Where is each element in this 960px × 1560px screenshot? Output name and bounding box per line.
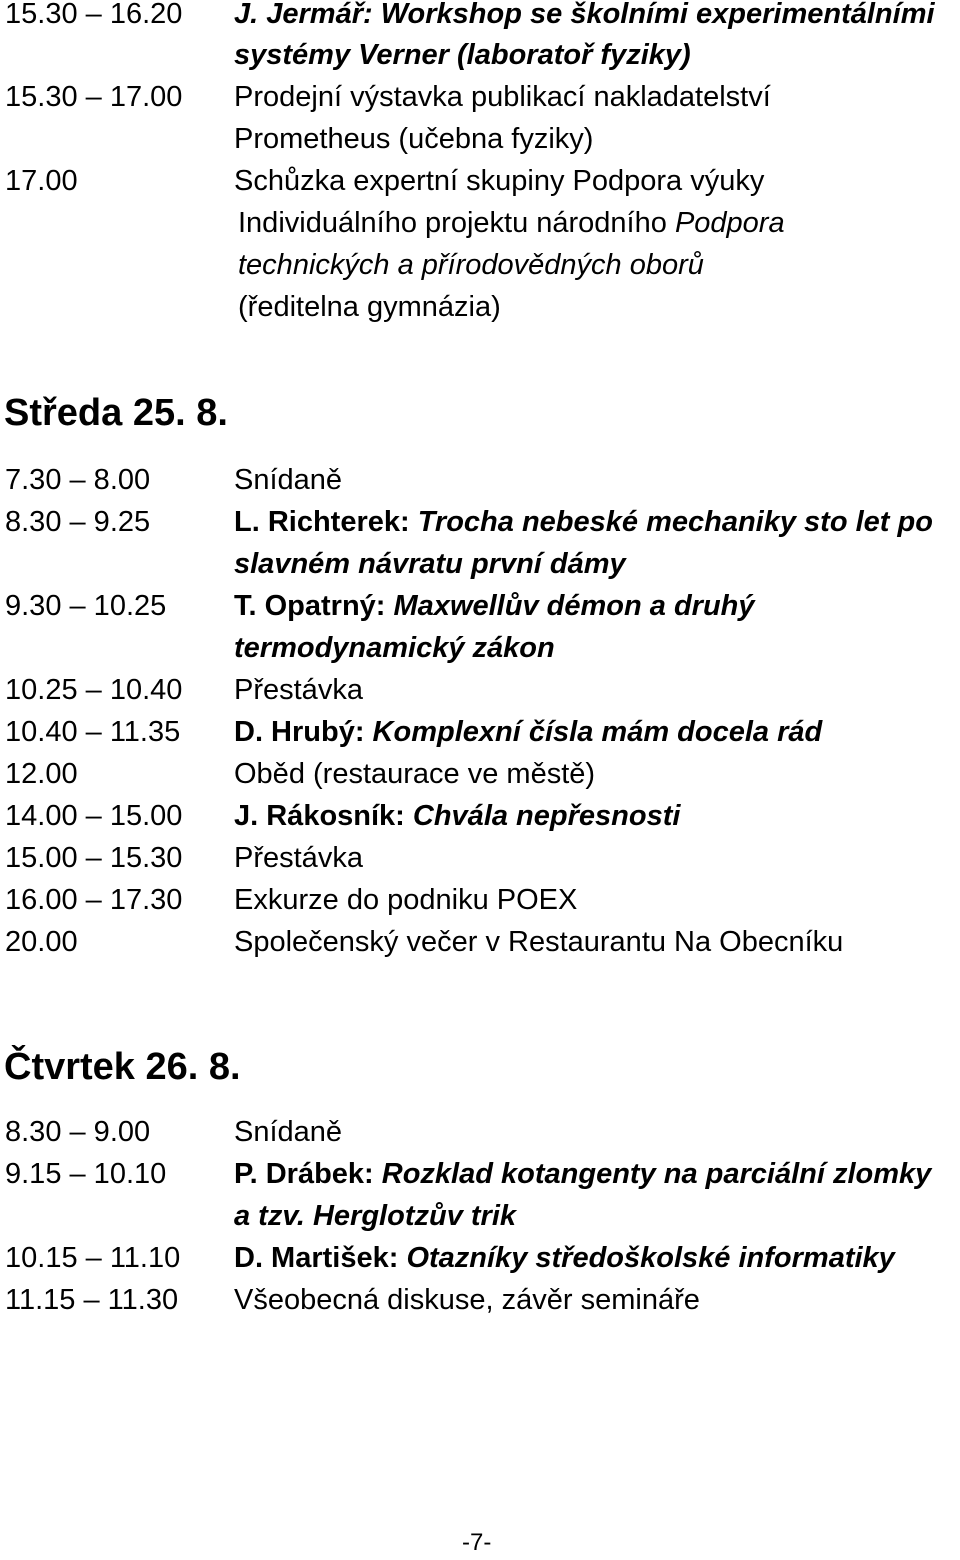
time-slot: 12.00 xyxy=(5,758,78,790)
talk-title: Chvála nepřesnosti xyxy=(404,800,681,832)
talk-title-cont: slavném návratu první dámy xyxy=(234,548,626,580)
session-text-cont xyxy=(238,202,785,244)
session-talk xyxy=(234,795,680,837)
session-text: Přestávka xyxy=(234,674,363,706)
time-slot: 7.30 – 8.00 xyxy=(5,464,151,496)
time-slot: 15.30 – 17.00 xyxy=(5,81,183,113)
session-talk xyxy=(234,711,822,753)
session-title-cont: systémy Verner (laboratoř fyziky) xyxy=(234,39,691,71)
time-slot: 10.25 – 10.40 xyxy=(5,674,183,706)
session-title: J. Jermář: Workshop se školními experimentálními xyxy=(234,0,935,30)
time-slot: 9.30 – 10.25 xyxy=(5,590,167,622)
session-text: Přestávka xyxy=(234,842,363,874)
session-text: Prodejní výstavka publikací nakladatelství xyxy=(234,81,771,113)
time-slot: 15.30 – 16.20 xyxy=(5,0,183,30)
session-text-cont: technických a přírodovědných oborů xyxy=(238,249,704,281)
talk-title: Otazníky středoškolské informatiky xyxy=(398,1242,895,1274)
time-slot: 16.00 – 17.30 xyxy=(5,884,183,916)
session-text-part-italic: Podpora xyxy=(674,207,785,239)
speaker-name: D. Hrubý: xyxy=(234,716,365,748)
speaker-name: J. Rákosník: xyxy=(234,800,405,832)
session-text: Oběd (restaurace ve městě) xyxy=(234,758,596,790)
time-slot: 10.15 – 11.10 xyxy=(5,1242,181,1274)
time-slot: 10.40 – 11.35 xyxy=(5,716,181,748)
time-slot: 15.00 – 15.30 xyxy=(5,842,183,874)
talk-title-cont: termodynamický zákon xyxy=(234,632,555,664)
speaker-name: P. Drábek: xyxy=(234,1158,374,1190)
page-number: -7- xyxy=(462,1529,492,1556)
time-slot: 20.00 xyxy=(5,926,78,958)
session-text: Exkurze do podniku POEX xyxy=(234,884,578,916)
time-slot: 8.30 – 9.00 xyxy=(5,1116,151,1148)
time-slot: 9.15 – 10.10 xyxy=(5,1158,167,1190)
session-text-part: Individuálního projektu národního xyxy=(238,207,675,239)
session-talk xyxy=(234,1153,931,1195)
session-text: Všeobecná diskuse, závěr semináře xyxy=(234,1284,700,1316)
time-slot: 14.00 – 15.00 xyxy=(5,800,183,832)
session-text: Společenský večer v Restaurantu Na Obecníku xyxy=(234,926,844,958)
session-talk xyxy=(234,501,933,543)
time-slot: 8.30 – 9.25 xyxy=(5,506,151,538)
speaker-name: L. Richterek: xyxy=(234,506,410,538)
session-text: Snídaně xyxy=(234,1116,343,1148)
talk-title-cont: a tzv. Herglotzův trik xyxy=(234,1200,517,1232)
session-text: Snídaně xyxy=(234,464,343,496)
talk-title: Rozklad kotangenty na parciální zlomky xyxy=(373,1158,932,1190)
session-text: Schůzka expertní skupiny Podpora výuky xyxy=(234,165,765,197)
talk-title: Maxwellův démon a druhý xyxy=(385,590,755,622)
speaker-name: D. Martišek: xyxy=(234,1242,399,1274)
time-slot: 17.00 xyxy=(5,165,78,197)
day-heading: Čtvrtek 26. 8. xyxy=(4,1046,241,1088)
time-slot: 11.15 – 11.30 xyxy=(5,1284,179,1316)
session-text-cont: Prometheus (učebna fyziky) xyxy=(234,123,594,155)
speaker-name: T. Opatrný: xyxy=(234,590,386,622)
session-talk xyxy=(234,1237,895,1279)
talk-title: Trocha nebeské mechaniky sto let po xyxy=(409,506,933,538)
talk-title: Komplexní čísla mám docela rád xyxy=(364,716,823,748)
session-talk xyxy=(234,585,755,627)
day-heading: Středa 25. 8. xyxy=(4,392,228,434)
session-text-cont: (ředitelna gymnázia) xyxy=(238,291,501,323)
